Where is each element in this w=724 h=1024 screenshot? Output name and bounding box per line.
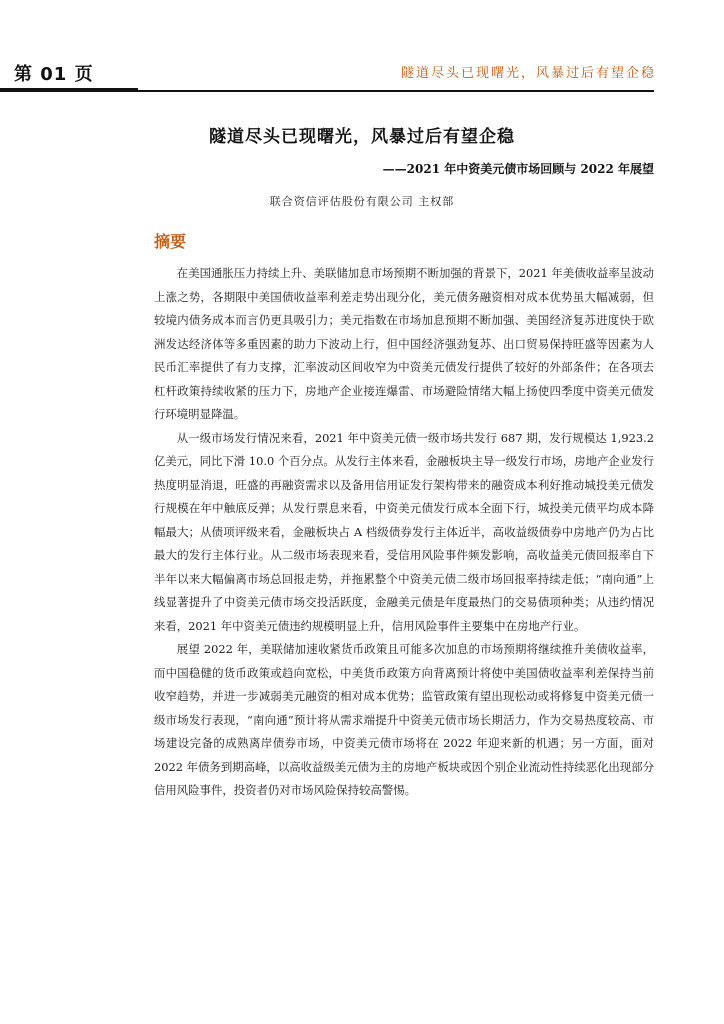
document-subtitle: ——2021 年中资美元债市场回顾与 2022 年展望 (382, 162, 654, 176)
page-number: 第 01 页 (14, 64, 94, 85)
abstract-paragraph: 在美国通胀压力持续上升、美联储加息市场预期不断加强的背景下，2021 年美债收益率呈波动上涨之势，各期限中美国债收益率利差走势出现分化，美元债务融资相对成本优势虽大幅减弱，但较境内债务成本而言仍更具吸引力；美元指数在市场加息预期不断加强、美国经济复苏进度快于欧洲发达经济体等多重因素的助力下波动上行，但中国经济强劲复苏、出口贸易保持旺盛等因素为人民币汇率提供了有力支撑，汇率波动区间收窄为中资美元债发行提供了较好的外部条件；在各项去杠杆政策持续收紧的压力下，房地产企业接连爆雷、市场避险情绪大幅上扬使四季度中资美元债发行环境明显降温。 (154, 266, 654, 421)
abstract-body (154, 262, 654, 803)
abstract-paragraph: 从一级市场发行情况来看，2021 年中资美元债一级市场共发行 687 期，发行规模达 1,923.2 亿美元，同比下滑 10.0 个百分点。从发行主体来看，金融板块主导一级发行市场，房地产企业发行热度明显消退，旺盛的再融资需求以及备用信用证发行架构带来的融资成本利好推动城投美元债发行规模在年中触底反弹；从发行票息来看，中资美元债发行成本全面下行，城投美元债平均成本降幅最大；从债项评级来看，金融板块占 A 档级债券发行主体近半，高收益级债券中房地产仍为占比最大的发行主体行业。从二级市场表现来看，受信用风险事件频发影响，高收益美元债回报率自下半年以来大幅偏离市场总回报走势，并拖累整个中资美元债二级市场回报率持续走低；“南向通”上线显著提升了中资美元债市场交投活跃度，金融美元债是年度最热门的交易债项种类；从违约情况来看，2021 年中资美元债违约规模明显上升，信用风险事件主要集中在房地产行业。 (154, 430, 654, 633)
header-rule-thin (138, 90, 654, 92)
document-title: 隧道尽头已现曙光，风暴过后有望企稳 (209, 127, 515, 147)
abstract-heading: 摘要 (154, 232, 187, 251)
page-header (0, 56, 724, 96)
running-header-title: 隧道尽头已现曙光，风暴过后有望企稳 (400, 66, 656, 81)
header-rule-thick (0, 88, 138, 92)
document-author: 联合资信评估股份有限公司 主权部 (269, 195, 455, 208)
abstract-paragraph: 展望 2022 年，美联储加速收紧货币政策且可能多次加息的市场预期将继续推升美债收益率，而中国稳健的货币政策或趋向宽松，中美货币政策方向背离预计将使中美国债收益率利差保持当前收窄趋势，并进一步减弱美元融资的相对成本优势；监管政策有望出现松动或将修复中资美元债一级市场发行表现，“南向通”预计将从需求端提升中资美元债市场长期活力，作为交易热度较高、市场建设完备的成熟离岸债券市场，中资美元债市场将在 2022 年迎来新的机遇；另一方面，面对 2022 年债务到期高峰，以高收益级美元债为主的房地产板块或因个别企业流动性持续恶化出现部分信用风险事件，投资者仍对市场风险保持较高警惕。 (154, 642, 654, 797)
